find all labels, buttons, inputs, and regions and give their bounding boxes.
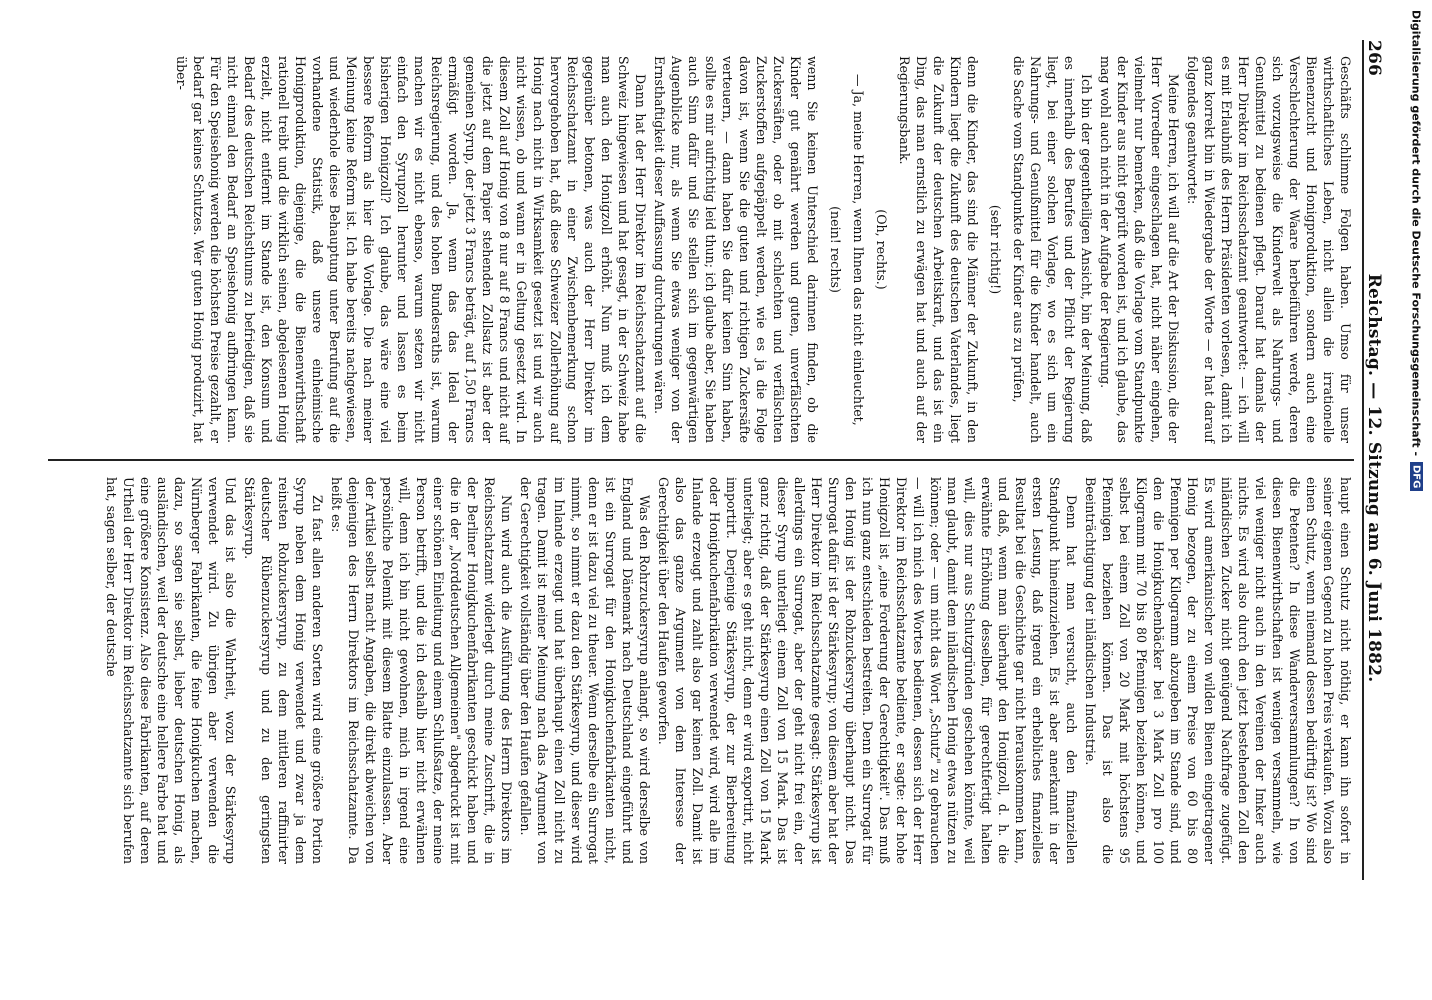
interjection: (nein! rechts) [828, 206, 843, 293]
running-head [1362, 40, 1400, 880]
right-column [48, 459, 1354, 880]
paragraph: Ich bin der gegentheiligen Ansicht, bin der Meinung, daß es innerhalb des Berufes und der Pflicht der Regierung liegt, bei einer solchen Vorlage, wo es sich um ein Nahrungs- und Genußmittel für die Kinder handelt, auch die Sache vom Standpunkte der Kinder aus zu prüfen, [1011, 56, 1094, 443]
page-number: 266 [1364, 40, 1384, 77]
digitization-credit: Digitalisierung gefördert durch die Deutsche Forschungsgemeinschaft - [1409, 10, 1423, 457]
document-page [18, 0, 1418, 920]
quoted-paragraph: Meine Herren, ich will auf die Art der Diskussion, die der Herr Vorredner eingeschlagen hat, nicht näher eingehen, vielmehr nur bemerken, daß die Vorlage vom Standpunkte der Kinder aus nicht geprüft worden ist, und ich glaube, das mag wohl auch nicht in der Aufgabe der Regierung. [1098, 56, 1181, 443]
page-title: Reichstag. — 12. Sitzung am 6. Juni 1882. [1364, 273, 1384, 683]
paragraph: denn die Kinder, das sind die Männer der Zukunft, in den Kindern liegt die Zukunft des deutschen Vaterlandes, liegt die Zukunft der deutschen Arbeitskraft, und das ist ein Ding, das man ernstlich zu erwägen hat und auch auf der Regierungsbank. [897, 56, 980, 443]
quoted-paragraph: Zu fast allen anderen Sorten wird eine größere Portion Syrup neben dem Honig verwendet und zwar ja dem reinsten Rohzuckersyrup, zu dem mittleren raffinirter deutscher Rübenzuckersyrup und zu den geringsten Stärkesyrup. [242, 477, 325, 864]
text-columns [48, 40, 1354, 880]
interjection: (sehr richtig!) [988, 204, 1003, 295]
paragraph: haupt einen Schutz nicht nöthig, er kann ihn sofort in seiner eigenen Gegend zu hohen Preis verkaufen. Wozu also einen Schutz, wenn niemand dessen bedürftig ist? Wo sind die Petenten? In diese Wanderversammlungen? In von diesen Bienenwirthschaften ist wenigen versammeln, wie viel weniger nicht auch in den Vereinen der Imker auch nichts. Es wird also durch den jetzt bestehenden Zoll den inländischen Zucker nicht genügend Nachfrage zugefügt. Es wird amerikanischer von wilden Bienen eingetragener Honig bezogen, der zu einem Preise von 60 bis 80 Pfennigen per Kilogramm abzugeben im Stande sind, und den die Honigkuchenbäcker bei 3 Mark Zoll pro 100 Kilogramm mit 70 bis 80 Pfennigen beziehen können, und selbst bei einem Zoll von 20 Mark mit höchstens 95 Pfennigen beziehen können. Das ist also die Beeinträchtigung der inländischen Industrie. [1083, 477, 1353, 864]
paragraph: Was den Rohrzuckersyrup anlangt, so wird derselbe von England und Dänemark nach Deutschland eingeführt und ist ein Surrogat für den Honigkuchenfabrikanten nicht, denn er ist dazu viel zu theuer. Wenn derselbe ein Surrogat nimmt, so nimmt er dazu den Stärkesyrup, und dieser wird im Inlande erzeugt und hat überhaupt einen Zoll nicht zu tragen. Damit ist meiner Meinung nach das Argument von der Gerechtigkeit vollständig über den Haufen gefallen. [518, 477, 652, 864]
dfg-logo: DFG [1410, 462, 1423, 491]
left-column [48, 40, 1354, 459]
digitization-stamp [1406, 10, 1426, 990]
paragraph: Nun wird auch die Ausführung des Herrn Direktors im Reichsschatzamt widerlegt durch meine Zuschrift, die in der Berliner Honigkuchenfabrikanten geschickt haben und die in der „Norddeutschen Allgemeinen" abgedruckt ist mit einer schönen Einleitung und einem Schlußsatze, der meine Person betrifft, und die ich deshalb hier nicht erwähnen will, denn ich bin nicht gewohnen, mich in irgend eine persönliche Polemik mit diesem Blatte einzulassen. Aber der Artikel selbst macht Angaben, die direkt abweichen von denjenigen des Herrn Direktors im Reichsschatzamte. Da heißt es: [329, 477, 514, 864]
paragraph: Denn hat man versucht, auch den finanziellen Standpunkt hineinzuziehen. Es ist aber anerkannt in der ersten Lesung, daß irgend ein erhebliches finanzielles Resultat bei die Geschichte gar nicht herauskommen kann, und daß, wenn man überhaupt den Honigzoll, d. h. die erwähnte Erhöhung desselben, für gerechtfertigt halten will, dies nur aus Schutzgründen geschehen könnte, weil man glaubt, damit dem inländischen Honig etwas nützen zu können; oder — um nicht das Wort „Schutz" zu gebrauchen — will ich mich des Wortes bedienen, dessen sich der Herr Direktor im Reichsschatzamte bediente, er sagte: der hohe Honigzoll ist „eine Forderung der Gerechtigkeit". Das muß ich nun ganz entschieden bestreiten. Denn ein Surrogat für den Honig ist der Rohzuckersyrup überhaupt nicht. Das Surrogat dafür ist der Stärkesyrup; von diesem aber hat der Herr Direktor im Reichsschatzamte gesagt: Stärkesyrup ist allerdings ein Surrogat, aber der geht nicht frei ein, der dieser Syrup unterliegt einem Zoll von 15 Mark. Das ist ganz richtig, daß der Stärkesyrup einen Zoll von 15 Mark unterliegt; aber es geht nicht, denn er wird exportirt, nicht importirt. Derjenige Stärkesyrup, der zur Bierbereitung oder Honigkuchenfabrikation verwendet wird, wird alle im Inlande erzeugt und zahlt also gar keinen Zoll. Damit ist also das ganze Argument von dem Interesse der Gerechtigkeit über den Haufen geworfen. [656, 477, 1079, 864]
paragraph: Dann hat der Herr Direktor im Reichsschatzamt auf die Schweiz hingewiesen und hat gesagt, in der Schweiz habe man auch den Honigzoll erhöht. Nun muß ich dem gegenüber betonen, was auch der Herr Direktor im Reichsschatzamt in einer Zwischenbemerkung schon hervorgehoben hat, daß diese Schweizer Zollerhöhung auf Honig nach nicht in Wirksamkeit gesetzt ist und wir auch nicht wissen, ob und wann er in Geltung gesetzt wird. In diesem Zoll auf Honig von 8 nur auf 8 Francs und nicht auf die jetzt auf dem Papier stehenden Zollsatz ist aber der gemeinen Syrup, der jetzt 3 Francs beträgt, auf 1,50 Francs ermäßigt worden. Ja, wenn das das Ideal der Reichsregierung, und des hohen Bundesraths ist, warum machen wir es nicht ebenso, warum setzen wir nicht einfach den Syrupzoll herunter und lassen es beim bisherigen Honigzoll? Ich glaube, das wäre eine viel bessere Reform als hier die Vorlage. Die nach meiner Meinung keine Reform ist. Ich habe bereits nachgewiesen, und wiederhole diese Behauptung unter Berufung auf die vorhandene Statistik, daß unsere einheimische Honigproduktion, diejenige, die die Bienenwirthschaft rationell treibt und die wirklich seinen, abgelesenen Honig erzielt, nicht entfernt im Stande ist, den Konsum und Bedarf des deutschen Reichsthums zu befriedigen, daß sie nicht einmal den Bedarf an Speisehonig aufbringen kann. Für den Speisehonig werden die höchsten Preise gezahlt, er bedarf gar keines Schutzes. Wer guten Honig produzirt, hat über- [174, 56, 648, 443]
paragraph: Geschäfts schlimme Folgen haben. Umso für unser wirthschaftliches Leben, nicht allein die irrationelle Bienenzucht und Honigproduktion, sondern auch eine Verschlechterung der Waare herbeiführen werde, deren sich vorzugsweise die Kinderwelt als Nahrungs- und Genußmittel zu bedienen pflegt. Darauf hat damals der Herr Direktor im Reichsschatzamt geantwortet: — ich will es mit Erlaubniß des Herrn Präsidenten vorlesen, damit ich ganz korrekt bin in Wiedergabe der Worte — er hat darauf folgendes geantwortet: [1185, 56, 1353, 443]
paragraph: Und das ist also die Wahrheit, wozu der Stärkesyrup verwendet wird. Zu übrigen aber verwenden die Nürnberger Fabrikanten, die feine Honigkuchen machen, dazu, so sagen sie selbst, lieber deutschen Honig, als ausländischen, weil der deutsche eine hellere Farbe hat und eine größere Konsistenz. Also diese Fabrikanten, auf deren Urtheil der Herr Direktor im Reichsschatzamte sich berufen hat, sagen selber, der deutsche [104, 477, 238, 864]
interjection: (Oh, rechts.) [874, 209, 889, 290]
paragraph: — Ja, meine Herren, wenn Ihnen das nicht einleuchtet, [851, 74, 866, 426]
paragraph: wenn Sie keinen Unterschied darinnen finden, ob die Kinder gut genährt werden und guten, unverfälschten Zuckersäften, oder ob mit schlechten und verfälschten Zuckerstoffen aufgepäppelt werden, wie es ja die Folge davon ist, wenn Sie die guten und richtigen Zuckersäfte verteuern, — dann haben Sie dafür keinen Sinn haben, sollte es mir aufrichtig leid thun; ich glaube aber, Sie haben auch Sinn dafür und Sie stellen sich im gegenwärtigen Augenblicke nur, als wenn Sie etwas weniger von der Ernsthaftigkeit dieser Auffassung durchdrungen wären. [652, 56, 820, 443]
